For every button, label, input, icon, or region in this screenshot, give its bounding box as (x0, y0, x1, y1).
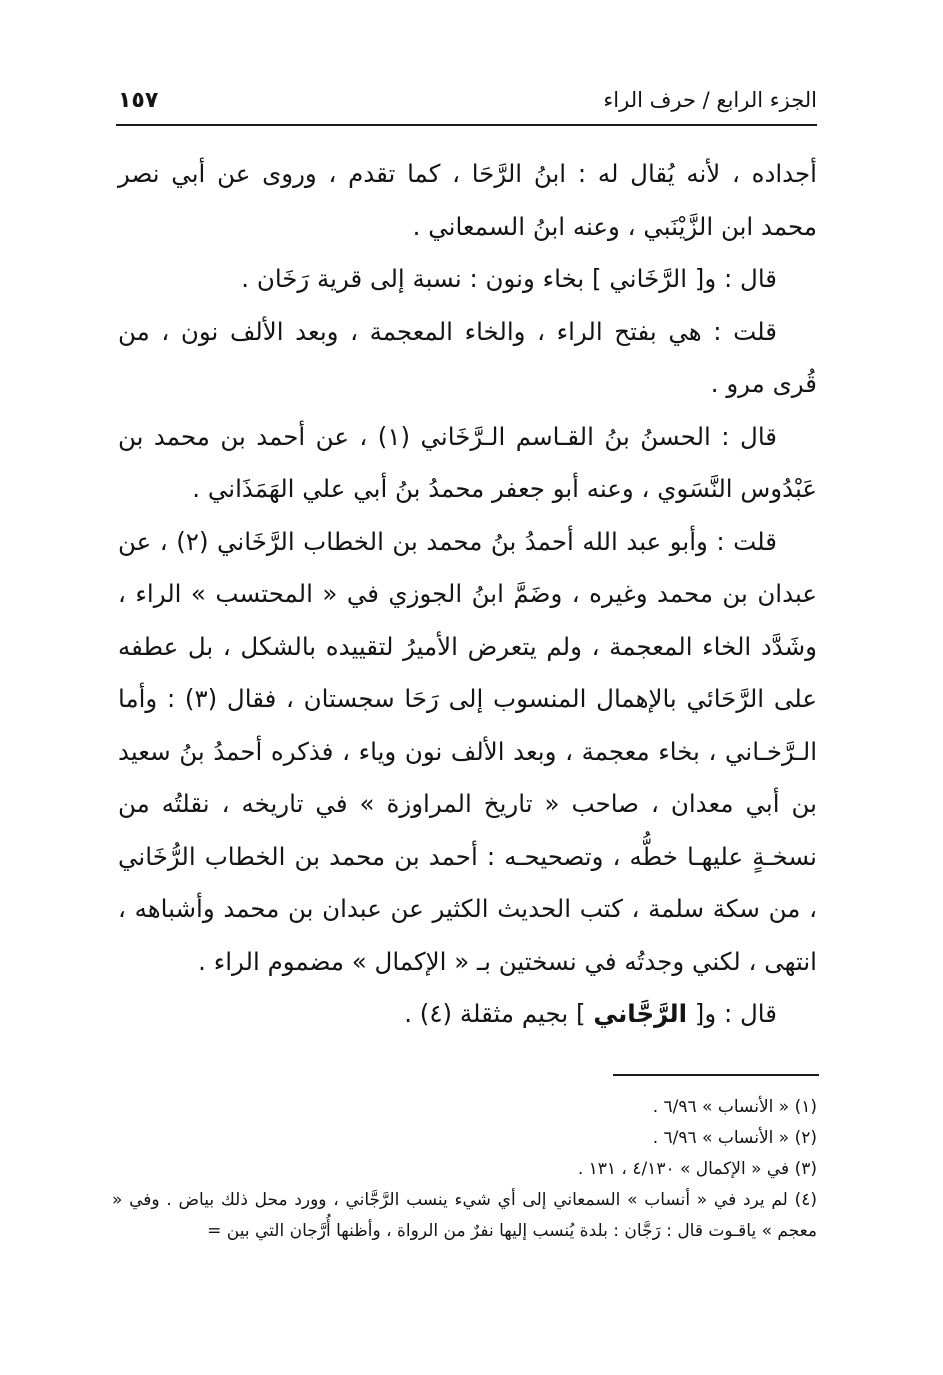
paragraph-4: قال : الحسنُ بنُ القـاسم الـرَّخَاني (١) ، عن أحمد بن محمد بن عَبْدُوس النَّسَوي ، وعنه أبو جعفر محمدُ بنُ أبي علي الهَمَذَاني . (118, 421, 817, 503)
main-text (118, 148, 817, 1041)
page-header (118, 80, 817, 120)
footnote-4: (٤) لم يرد في « أنساب » السمعاني إلى أي شيء ينسب الرَّجَّاني ، وورد محل ذلك بياض . وفي « معجم » ياقـوت قال : رَجَّان : بلدة يُنسب إليها نفرٌ من الرواة ، وأظنها أُرَّجان التي بين = (112, 1190, 817, 1241)
footnote-rule (613, 1074, 819, 1076)
paragraph-6-entry: الرَّجَّاني (593, 999, 687, 1028)
running-title: الجزء الرابع / حرف الراء (603, 88, 817, 112)
paragraph-6-suffix: ] بجيم مثقلة (٤) . (404, 999, 594, 1028)
paragraph-2: قال : و[ الرَّخَاني ] بخاء ونون : نسبة إلى قرية رَخَان . (241, 264, 777, 293)
footnote-1: (١) « الأنساب » ٦/٩٦ . (652, 1097, 817, 1117)
footnote-3: (٣) في « الإكمال » ٤/١٣٠ ، ١٣١ . (577, 1159, 817, 1179)
footnote-2: (٢) « الأنساب » ٦/٩٦ . (652, 1128, 817, 1148)
paragraph-1: أجداده ، لأنه يُقال له : ابنُ الرَّحَا ، كما تقدم ، وروى عن أبي نصر محمد ابن الزَّيْنَبي ، وعنه ابنُ السمعاني . (118, 159, 817, 241)
paragraph-3: قلت : هي بفتح الراء ، والخاء المعجمة ، وبعد الألف نون ، من قُرى مرو . (118, 316, 817, 398)
paragraph-5: قلت : وأبو عبد الله أحمدُ بنُ محمد بن الخطاب الرَّخَاني (٢) ، عن عبدان بن محمد وغيره ، وضَمَّ ابنُ الجوزي في « المحتسب » الراء ، وشَدَّد الخاء المعجمة ، ولم يتعرض الأميرُ لتقييده بالشكل ، بل عطفه على الرَّحَائي بالإهمال المنسوب إلى رَحَا سجستان ، فقال (٣) : وأما الـرَّخـاني ، بخاء معجمة ، وبعد الألف نون وياء ، فذكره أحمدُ بنُ سعيد بن أبي معدان ، صاحب « تاريخ المراوزة » في تاريخه ، نقلتُه من نسخـةٍ عليهـا خطُّه ، وتصحيحـه : أحمد بن محمد بن الخطاب الرُّخَاني ، من سكة سلمة ، كتب الحديث الكثير عن عبدان بن محمد وأشباهه ، انتهى ، لكني وجدتُه في نسختين بـ « الإكمال » مضموم الراء . (118, 526, 817, 976)
paragraph-6-prefix: قال : و[ (687, 999, 777, 1028)
header-rule (116, 124, 817, 126)
page-number: ١٥٧ (118, 88, 159, 113)
footnotes (112, 1092, 817, 1247)
paragraph-6 (118, 988, 817, 1041)
